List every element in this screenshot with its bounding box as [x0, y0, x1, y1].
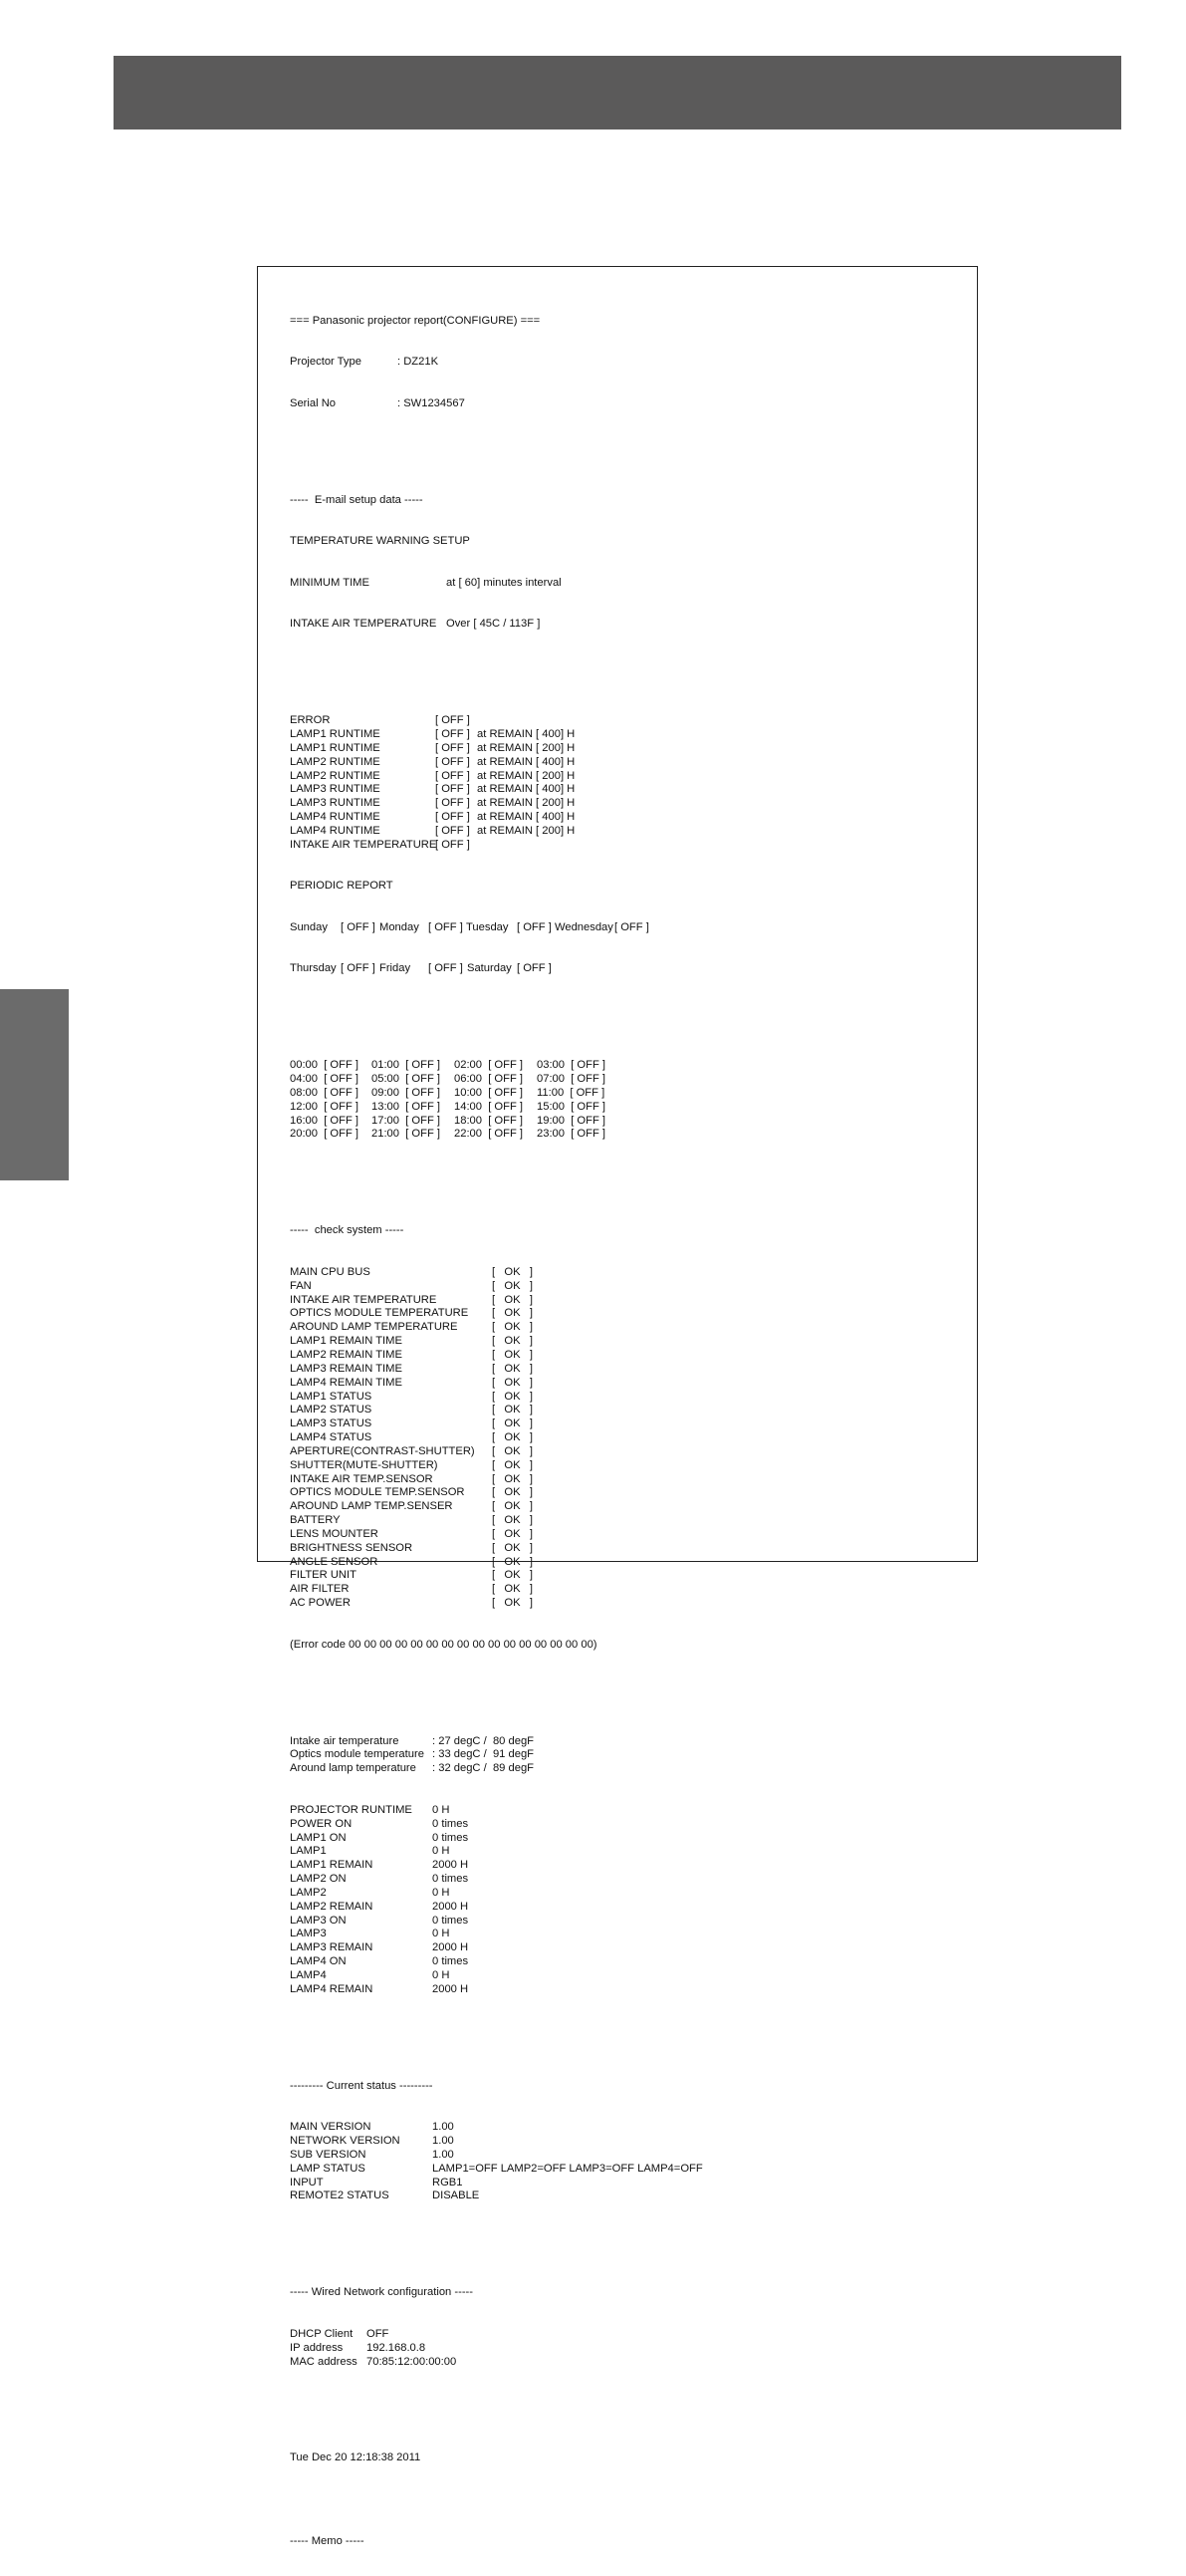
temp-value: : 32 degC / 89 degF [432, 1762, 534, 1775]
runtime-value: 0 times [432, 1873, 469, 1886]
mail-item-row [290, 783, 967, 797]
hours-row [290, 1087, 967, 1101]
day-label: Saturday [467, 962, 512, 975]
check-label: LAMP3 STATUS [290, 1417, 372, 1430]
mail-item-state: [ OFF ] [435, 769, 470, 782]
mail-item-extra: at REMAIN [ 400] H [477, 811, 576, 824]
check-label: LAMP1 STATUS [290, 1390, 372, 1403]
status-label: REMOTE2 STATUS [290, 2190, 389, 2202]
runtime-label: PROJECTOR RUNTIME [290, 1803, 412, 1816]
runtime-row [290, 1818, 967, 1832]
check-row [290, 1583, 967, 1597]
runtime-label: POWER ON [290, 1817, 353, 1830]
header-bar [114, 56, 1121, 129]
status-label: NETWORK VERSION [290, 2135, 400, 2148]
status-label: SUB VERSION [290, 2148, 366, 2161]
periodic-report: PERIODIC REPORT [290, 880, 393, 893]
wired-network-header: ----- Wired Network configuration ----- [290, 2286, 473, 2299]
side-tab [0, 989, 69, 1180]
mail-item-extra: at REMAIN [ 400] H [477, 783, 576, 796]
mail-item-label: LAMP1 RUNTIME [290, 728, 380, 740]
check-status: [ OK ] [492, 1444, 534, 1457]
runtime-value: 0 H [432, 1968, 450, 1981]
day-label: Thursday [290, 962, 337, 975]
runtime-label: LAMP4 REMAIN [290, 1982, 373, 1995]
check-row [290, 1486, 967, 1500]
runtime-list [290, 1804, 967, 1997]
check-status: [ OK ] [492, 1265, 534, 1278]
timestamp: Tue Dec 20 12:18:38 2011 [290, 2451, 421, 2464]
check-row [290, 1349, 967, 1363]
check-label: ANGLE SENSOR [290, 1555, 378, 1568]
check-label: MAIN CPU BUS [290, 1265, 370, 1278]
runtime-label: LAMP1 REMAIN [290, 1859, 373, 1872]
network-row [290, 2342, 967, 2356]
check-row [290, 1528, 967, 1542]
status-row [290, 2190, 967, 2203]
days-row-1 [290, 921, 967, 935]
check-row [290, 1391, 967, 1405]
runtime-row [290, 1915, 967, 1929]
hour-cell: 05:00 [ OFF ] [371, 1073, 441, 1086]
status-value: 1.00 [432, 2121, 454, 2134]
runtime-value: 0 times [432, 1817, 469, 1830]
runtime-row [290, 1887, 967, 1901]
projector-type-label: Projector Type [290, 356, 361, 369]
runtime-value: 0 times [432, 1955, 469, 1968]
hours-row [290, 1059, 967, 1073]
mail-item-extra: at REMAIN [ 200] H [477, 769, 576, 782]
runtime-label: LAMP3 REMAIN [290, 1941, 373, 1954]
runtime-label: LAMP3 ON [290, 1914, 347, 1927]
hour-cell: 10:00 [ OFF ] [454, 1086, 524, 1099]
minimum-time-value: at [ 60] minutes interval [446, 576, 562, 589]
day-state: [ OFF ] [341, 920, 375, 933]
hour-cell: 16:00 [ OFF ] [290, 1114, 359, 1127]
runtime-row [290, 1901, 967, 1915]
check-status: [ OK ] [492, 1417, 534, 1430]
mail-item-state: [ OFF ] [435, 755, 470, 768]
temperature-list [290, 1735, 967, 1777]
check-label: BATTERY [290, 1514, 341, 1527]
mail-item-label: ERROR [290, 714, 331, 727]
mail-item-label: LAMP2 RUNTIME [290, 755, 380, 768]
check-row [290, 1377, 967, 1391]
runtime-label: LAMP4 [290, 1968, 327, 1981]
check-status: [ OK ] [492, 1541, 534, 1554]
check-status: [ OK ] [492, 1555, 534, 1568]
email-setup-header: ----- E-mail setup data ----- [290, 493, 423, 506]
check-label: AROUND LAMP TEMP.SENSER [290, 1500, 453, 1513]
network-label: MAC address [290, 2355, 357, 2368]
network-label: DHCP Client [290, 2327, 354, 2340]
mail-item-state: [ OFF ] [435, 741, 470, 754]
runtime-value: 0 H [432, 1803, 450, 1816]
day-state: [ OFF ] [614, 920, 649, 933]
check-label: LAMP4 STATUS [290, 1431, 372, 1444]
check-row [290, 1445, 967, 1459]
status-value: LAMP1=OFF LAMP2=OFF LAMP3=OFF LAMP4=OFF [432, 2162, 703, 2175]
status-value: 1.00 [432, 2135, 454, 2148]
mail-item-row [290, 825, 967, 839]
day-state: [ OFF ] [517, 920, 552, 933]
temp-row [290, 1762, 967, 1776]
temp-label: Optics module temperature [290, 1748, 424, 1761]
day-label: Friday [379, 962, 411, 975]
runtime-value: 2000 H [432, 1982, 469, 1995]
hour-cell: 07:00 [ OFF ] [537, 1073, 606, 1086]
hour-cell: 00:00 [ OFF ] [290, 1059, 359, 1072]
hour-cell: 01:00 [ OFF ] [371, 1059, 441, 1072]
network-value: 192.168.0.8 [366, 2341, 426, 2354]
check-status: [ OK ] [492, 1335, 534, 1348]
hour-cell: 12:00 [ OFF ] [290, 1100, 359, 1113]
hour-cell: 13:00 [ OFF ] [371, 1100, 441, 1113]
current-status-header: --------- Current status --------- [290, 2079, 433, 2092]
runtime-label: LAMP4 ON [290, 1955, 347, 1968]
day-state: [ OFF ] [341, 962, 375, 975]
hour-cell: 11:00 [ OFF ] [537, 1086, 605, 1099]
hour-cell: 19:00 [ OFF ] [537, 1114, 606, 1127]
memo-header: ----- Memo ----- [290, 2534, 364, 2547]
check-row [290, 1417, 967, 1431]
days-row-2 [290, 962, 967, 976]
check-label: INTAKE AIR TEMP.SENSOR [290, 1472, 433, 1485]
temp-row [290, 1748, 967, 1762]
check-status: [ OK ] [492, 1307, 534, 1320]
runtime-value: 2000 H [432, 1859, 469, 1872]
hour-cell: 22:00 [ OFF ] [454, 1128, 524, 1141]
mail-item-row [290, 839, 967, 853]
status-value: RGB1 [432, 2176, 463, 2189]
check-row [290, 1542, 967, 1556]
hour-cell: 06:00 [ OFF ] [454, 1073, 524, 1086]
report-content [290, 287, 967, 2576]
serial-no-value: : SW1234567 [397, 396, 465, 409]
runtime-row [290, 1941, 967, 1955]
mail-item-row [290, 770, 967, 784]
check-label: LAMP3 REMAIN TIME [290, 1362, 402, 1375]
mail-items-list [290, 714, 967, 852]
check-row [290, 1321, 967, 1335]
mail-item-extra: at REMAIN [ 400] H [477, 728, 576, 740]
serial-no-row [290, 397, 967, 411]
check-system-list [290, 1266, 967, 1611]
hour-cell: 14:00 [ OFF ] [454, 1100, 524, 1113]
temp-row [290, 1735, 967, 1749]
day-label: Sunday [290, 920, 328, 933]
hours-row [290, 1101, 967, 1115]
check-label: LAMP2 REMAIN TIME [290, 1348, 402, 1361]
check-status: [ OK ] [492, 1500, 534, 1513]
check-status: [ OK ] [492, 1279, 534, 1292]
check-status: [ OK ] [492, 1376, 534, 1389]
hour-cell: 08:00 [ OFF ] [290, 1086, 359, 1099]
runtime-value: 0 H [432, 1845, 450, 1858]
status-row [290, 2177, 967, 2190]
runtime-row [290, 1928, 967, 1941]
hour-cell: 04:00 [ OFF ] [290, 1073, 359, 1086]
mail-item-extra: at REMAIN [ 200] H [477, 741, 576, 754]
runtime-value: 2000 H [432, 1900, 469, 1913]
hour-cell: 23:00 [ OFF ] [537, 1128, 606, 1141]
check-label: FAN [290, 1279, 312, 1292]
check-label: OPTICS MODULE TEMP.SENSOR [290, 1486, 465, 1499]
day-state: [ OFF ] [517, 962, 552, 975]
check-label: LAMP1 REMAIN TIME [290, 1335, 402, 1348]
hours-row [290, 1073, 967, 1087]
check-row [290, 1404, 967, 1417]
check-label: FILTER UNIT [290, 1569, 356, 1582]
temp-value: : 33 degC / 91 degF [432, 1748, 534, 1761]
check-status: [ OK ] [492, 1472, 534, 1485]
status-label: LAMP STATUS [290, 2162, 365, 2175]
runtime-row [290, 1955, 967, 1969]
runtime-label: LAMP2 REMAIN [290, 1900, 373, 1913]
check-status: [ OK ] [492, 1348, 534, 1361]
day-label: Wednesday [555, 920, 613, 933]
mail-item-row [290, 714, 967, 728]
mail-item-state: [ OFF ] [435, 728, 470, 740]
minimum-time-label: MINIMUM TIME [290, 576, 369, 589]
mail-item-state: [ OFF ] [435, 714, 470, 727]
check-row [290, 1473, 967, 1487]
check-row [290, 1363, 967, 1377]
runtime-row [290, 1969, 967, 1983]
current-status-list [290, 2121, 967, 2203]
check-label: SHUTTER(MUTE-SHUTTER) [290, 1458, 438, 1471]
runtime-row [290, 1832, 967, 1846]
check-row [290, 1597, 967, 1611]
hour-cell: 21:00 [ OFF ] [371, 1128, 441, 1141]
check-label: BRIGHTNESS SENSOR [290, 1541, 413, 1554]
serial-no-label: Serial No [290, 396, 337, 409]
check-status: [ OK ] [492, 1321, 534, 1334]
check-status: [ OK ] [492, 1597, 534, 1610]
hour-cell: 15:00 [ OFF ] [537, 1100, 606, 1113]
status-row [290, 2121, 967, 2135]
check-label: INTAKE AIR TEMPERATURE [290, 1293, 437, 1306]
hours-grid [290, 1059, 967, 1142]
mail-item-state: [ OFF ] [435, 838, 470, 851]
report-box [257, 266, 978, 2547]
check-row [290, 1569, 967, 1583]
day-label: Monday [379, 920, 419, 933]
day-label: Tuesday [466, 920, 509, 933]
hours-row [290, 1115, 967, 1129]
mail-item-label: LAMP3 RUNTIME [290, 783, 380, 796]
status-row [290, 2163, 967, 2177]
minimum-time-row [290, 577, 967, 591]
intake-temp-setting-value: Over [ 45C / 113F ] [446, 618, 541, 631]
check-label: AROUND LAMP TEMPERATURE [290, 1321, 458, 1334]
projector-type-row [290, 356, 967, 370]
check-label: OPTICS MODULE TEMPERATURE [290, 1307, 469, 1320]
network-value: OFF [366, 2327, 389, 2340]
check-status: [ OK ] [492, 1362, 534, 1375]
runtime-value: 0 times [432, 1914, 469, 1927]
intake-temp-setting-label: INTAKE AIR TEMPERATURE [290, 618, 437, 631]
runtime-row [290, 1859, 967, 1873]
mail-item-extra: at REMAIN [ 200] H [477, 797, 576, 810]
network-list [290, 2328, 967, 2370]
hour-cell: 18:00 [ OFF ] [454, 1114, 524, 1127]
status-value: DISABLE [432, 2190, 480, 2202]
mail-item-state: [ OFF ] [435, 783, 470, 796]
status-label: INPUT [290, 2176, 324, 2189]
check-status: [ OK ] [492, 1486, 534, 1499]
day-state: [ OFF ] [428, 962, 463, 975]
mail-item-label: LAMP3 RUNTIME [290, 797, 380, 810]
runtime-value: 0 times [432, 1831, 469, 1844]
mail-item-extra: at REMAIN [ 200] H [477, 824, 576, 837]
mail-item-label: LAMP4 RUNTIME [290, 824, 380, 837]
check-status: [ OK ] [492, 1404, 534, 1417]
projector-type-value: : DZ21K [397, 356, 439, 369]
check-status: [ OK ] [492, 1583, 534, 1596]
check-status: [ OK ] [492, 1458, 534, 1471]
hour-cell: 02:00 [ OFF ] [454, 1059, 524, 1072]
check-status: [ OK ] [492, 1431, 534, 1444]
error-code: (Error code 00 00 00 00 00 00 00 00 00 00 00 00 00 00 00 00) [290, 1638, 597, 1651]
network-label: IP address [290, 2341, 344, 2354]
hour-cell: 03:00 [ OFF ] [537, 1059, 606, 1072]
check-row [290, 1294, 967, 1308]
mail-item-state: [ OFF ] [435, 797, 470, 810]
check-row [290, 1556, 967, 1570]
runtime-row [290, 1845, 967, 1859]
status-value: 1.00 [432, 2148, 454, 2161]
mail-item-state: [ OFF ] [435, 811, 470, 824]
check-label: LAMP4 REMAIN TIME [290, 1376, 402, 1389]
mail-item-row [290, 811, 967, 825]
hour-cell: 20:00 [ OFF ] [290, 1128, 359, 1141]
check-status: [ OK ] [492, 1390, 534, 1403]
runtime-row [290, 1873, 967, 1887]
check-row [290, 1307, 967, 1321]
check-label: LAMP2 STATUS [290, 1404, 372, 1417]
runtime-label: LAMP3 [290, 1928, 327, 1940]
check-label: AIR FILTER [290, 1583, 350, 1596]
status-row [290, 2149, 967, 2163]
temp-value: : 27 degC / 80 degF [432, 1734, 534, 1747]
check-row [290, 1514, 967, 1528]
mail-item-label: LAMP4 RUNTIME [290, 811, 380, 824]
runtime-label: LAMP2 [290, 1886, 327, 1899]
check-status: [ OK ] [492, 1293, 534, 1306]
mail-item-row [290, 756, 967, 770]
status-row [290, 2135, 967, 2149]
check-status: [ OK ] [492, 1514, 534, 1527]
mail-item-row [290, 797, 967, 811]
mail-item-state: [ OFF ] [435, 824, 470, 837]
runtime-label: LAMP1 ON [290, 1831, 347, 1844]
check-status: [ OK ] [492, 1527, 534, 1540]
temp-warning-setup: TEMPERATURE WARNING SETUP [290, 535, 470, 548]
temp-label: Around lamp temperature [290, 1762, 416, 1775]
hours-row [290, 1128, 967, 1142]
day-state: [ OFF ] [428, 920, 463, 933]
network-row [290, 2328, 967, 2342]
mail-item-label: INTAKE AIR TEMPERATURE [290, 838, 437, 851]
report-title: === Panasonic projector report(CONFIGURE) === [290, 314, 541, 327]
check-label: LENS MOUNTER [290, 1527, 378, 1540]
check-row [290, 1431, 967, 1445]
hour-cell: 09:00 [ OFF ] [371, 1086, 441, 1099]
mail-item-label: LAMP2 RUNTIME [290, 769, 380, 782]
network-value: 70:85:12:00:00:00 [366, 2355, 457, 2368]
check-row [290, 1500, 967, 1514]
status-label: MAIN VERSION [290, 2121, 371, 2134]
check-status: [ OK ] [492, 1569, 534, 1582]
runtime-row [290, 1983, 967, 1997]
runtime-row [290, 1804, 967, 1818]
temp-label: Intake air temperature [290, 1734, 399, 1747]
hour-cell: 17:00 [ OFF ] [371, 1114, 441, 1127]
check-label: AC POWER [290, 1597, 351, 1610]
network-row [290, 2356, 967, 2370]
runtime-value: 0 H [432, 1886, 450, 1899]
runtime-value: 2000 H [432, 1941, 469, 1954]
mail-item-row [290, 742, 967, 756]
runtime-value: 0 H [432, 1928, 450, 1940]
check-system-header: ----- check system ----- [290, 1224, 404, 1237]
check-row [290, 1335, 967, 1349]
runtime-label: LAMP1 [290, 1845, 327, 1858]
check-label: APERTURE(CONTRAST-SHUTTER) [290, 1444, 475, 1457]
check-row [290, 1459, 967, 1473]
check-row [290, 1266, 967, 1280]
runtime-label: LAMP2 ON [290, 1873, 347, 1886]
check-row [290, 1280, 967, 1294]
mail-item-label: LAMP1 RUNTIME [290, 741, 380, 754]
mail-item-row [290, 728, 967, 742]
mail-item-extra: at REMAIN [ 400] H [477, 755, 576, 768]
intake-temp-setting-row [290, 618, 967, 632]
